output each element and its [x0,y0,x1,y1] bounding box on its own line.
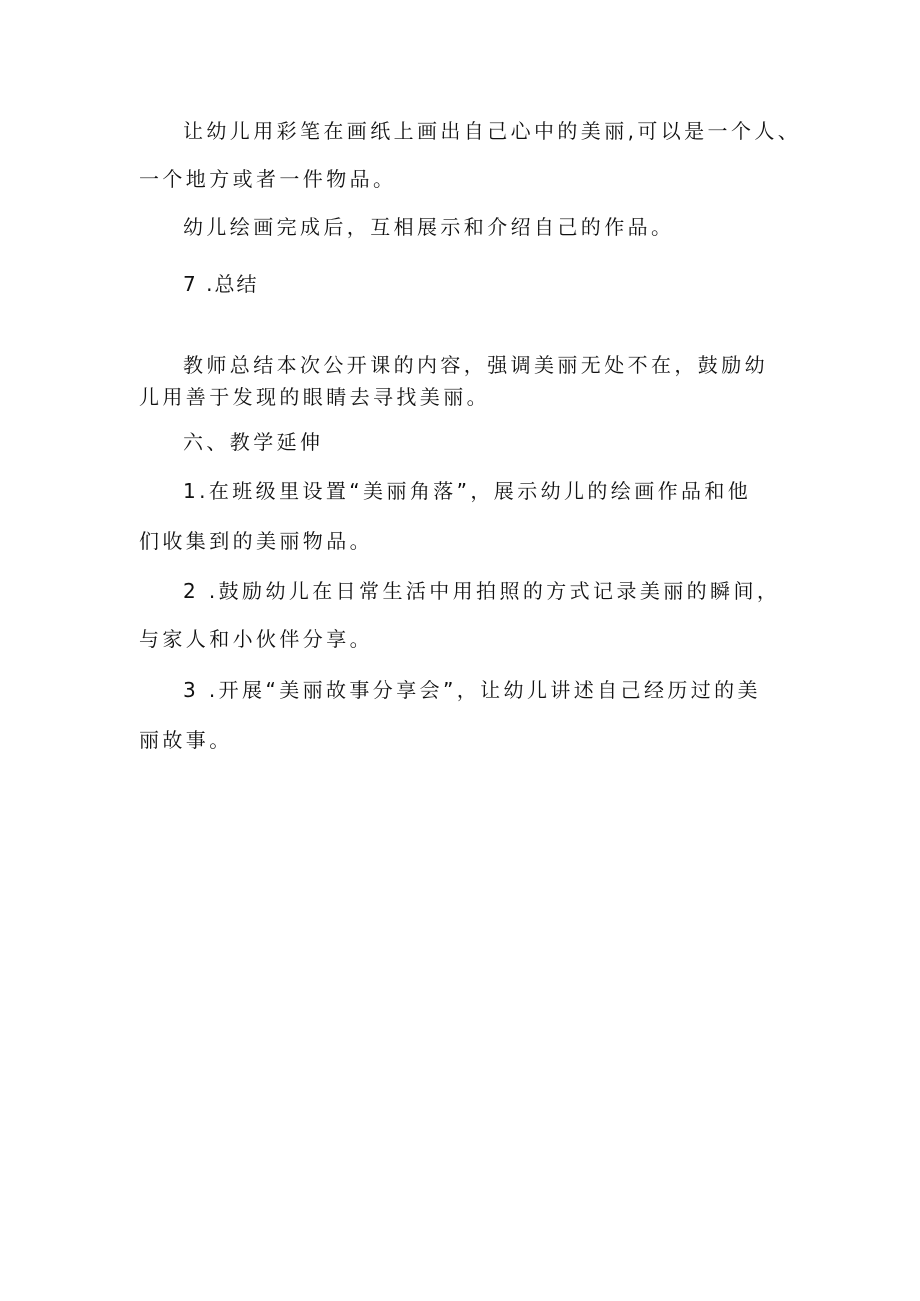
paragraph-1-line-2: 一个地方或者一件物品。 [139,167,397,191]
item-3-line-1: 3 .开展“美丽故事分享会”，让幼儿讲述自己经历过的美 [183,678,761,702]
paragraph-3-line-1: 教师总结本次公开课的内容，强调美丽无处不在，鼓励幼 [183,353,768,377]
paragraph-2: 幼儿绘画完成后，互相展示和介绍自己的作品。 [183,215,675,239]
item-1-line-2: 们收集到的美丽物品。 [139,529,373,553]
item-2-line-1: 2 .鼓励幼儿在日常生活中用拍照的方式记录美丽的瞬间， [183,579,781,603]
item-2-line-2: 与家人和小伙伴分享。 [139,627,373,651]
section-heading-summary: 7 .总结 [183,272,259,296]
item-1-line-1: 1.在班级里设置“美丽角落”，展示幼儿的绘画作品和他 [183,479,752,503]
paragraph-1-line-1: 让幼儿用彩笔在画纸上画出自己心中的美丽,可以是一个人、 [183,119,802,143]
paragraph-3-line-2: 儿用善于发现的眼睛去寻找美丽。 [139,385,490,409]
item-3-line-2: 丽故事。 [139,728,233,752]
section-heading-extension: 六、教学延伸 [183,430,324,454]
